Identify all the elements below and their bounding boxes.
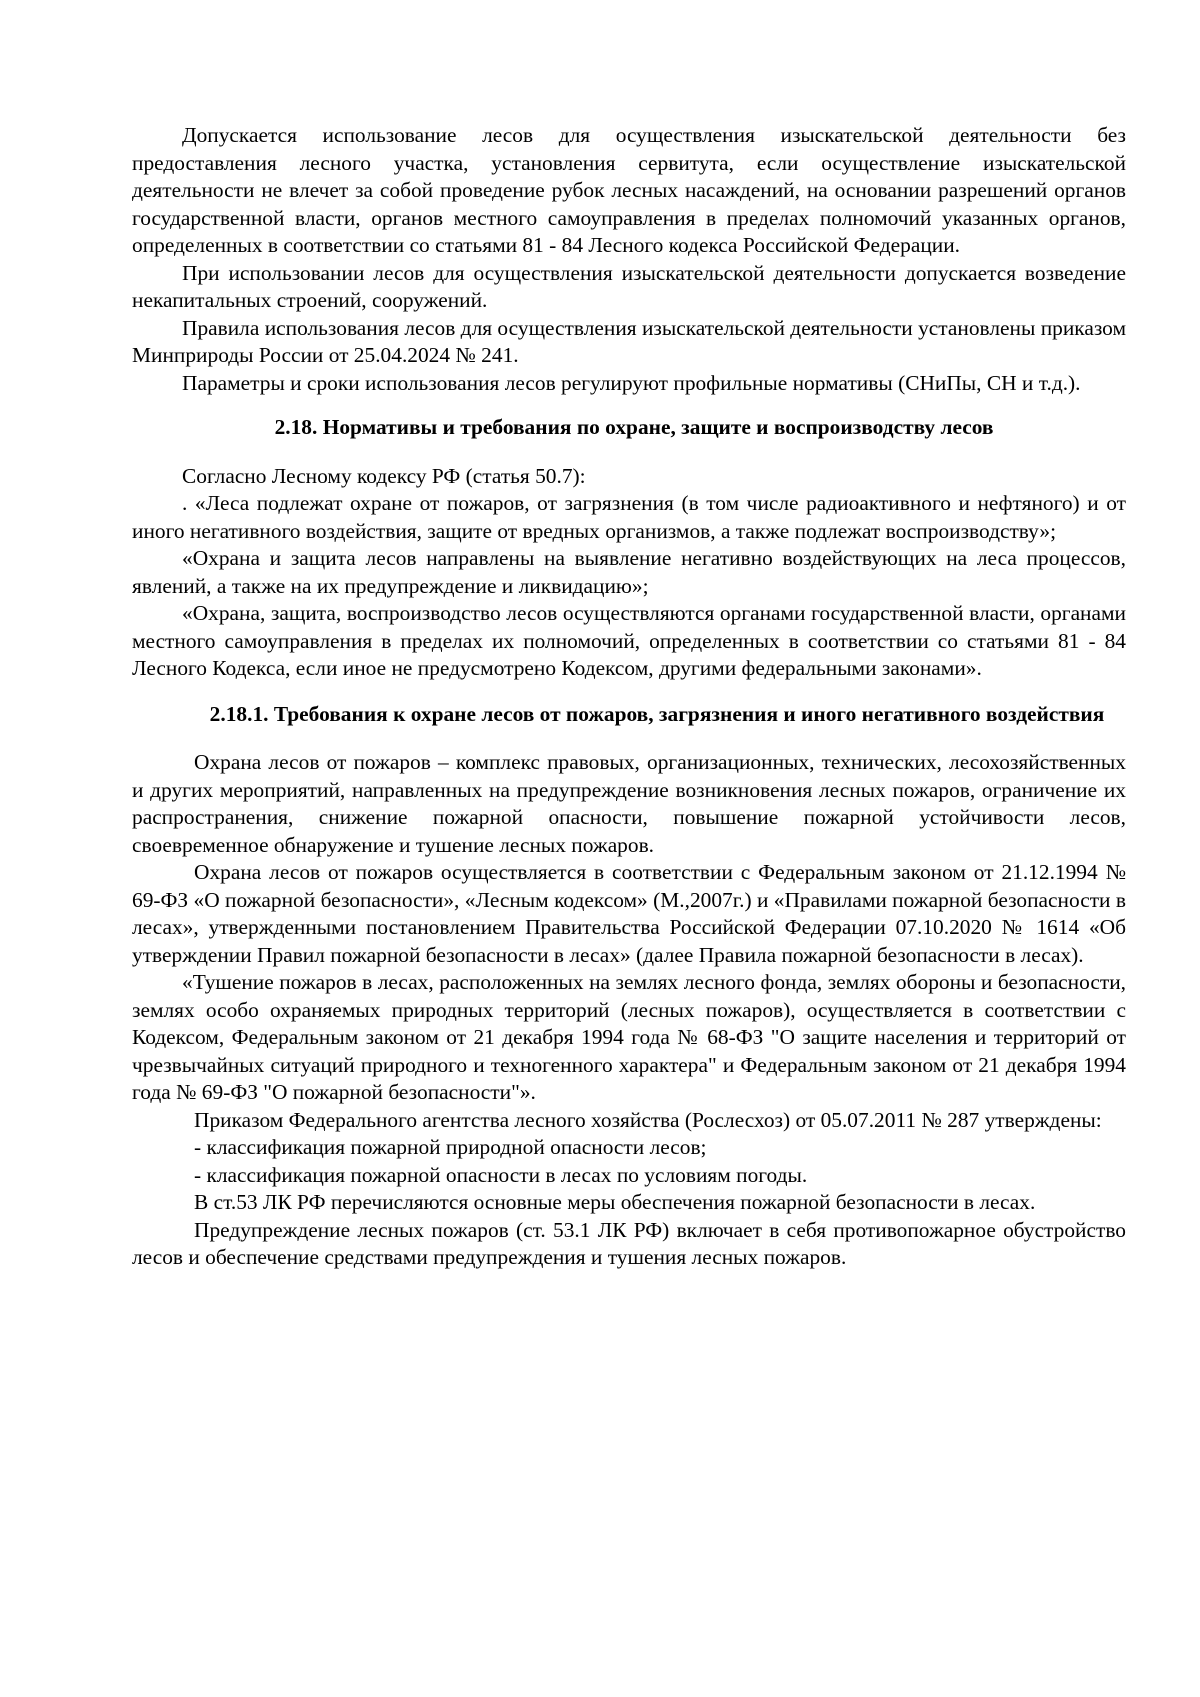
paragraph: Параметры и сроки использования лесов регулируют профильные нормативы (СНиПы, СН и т.д.). <box>182 370 1081 395</box>
paragraph: В ст.53 ЛК РФ перечисляются основные меры обеспечения пожарной безопасности в лесах. <box>194 1190 1036 1214</box>
paragraph: Охрана лесов от пожаров осуществляется в соответствии с Федеральным законом от 21.12.1994 № 69-ФЗ «О пожарной безопасности», «Лесным кодексом» (М.,2007г.) и «Правилами пожарной безопасности в лесах», утвержденными постановлением Правительства Российской Федерации 07.10.2020 № 1614 «Об утверждении Правил пожарной безопасности в лесах» (далее Правила пожарной безопасности в лесах). <box>132 860 1126 967</box>
list-item: - классификация пожарной природной опасности лесов; <box>194 1135 707 1159</box>
paragraph: Правила использования лесов для осуществления изыскательской деятельности установлены приказом Минприроды России от 25.04.2024 № 241. <box>132 315 1126 367</box>
paragraph: «Охрана и защита лесов направлены на выявление негативно воздействующих на леса процессов, явлений, а также на их предупреждение и ликвидацию»; <box>132 546 1126 598</box>
paragraph: «Тушение пожаров в лесах, расположенных на землях лесного фонда, землях обороны и безопасности, землях особо охраняемых природных территорий (лесных пожаров), осуществляется в соответствии с Кодексом, Федеральным законом от 21 декабря 1994 года № 68-ФЗ "О защите населения и территорий от чрезвычайных ситуаций природного и техногенного характера" и Федеральным законом от 21 декабря 1994 года № 69-ФЗ "О пожарной безопасности"». <box>132 970 1126 1104</box>
paragraph: . «Леса подлежат охране от пожаров, от загрязнения (в том числе радиоактивного и нефтяного) и от иного негативного воздействия, защите от вредных организмов, а также подлежат воспроизводству»; <box>132 491 1126 543</box>
section-heading: 2.18. Нормативы и требования по охране, защите и воспроизводству лесов <box>274 415 994 439</box>
paragraph: Согласно Лесному кодексу РФ (статья 50.7): <box>182 463 586 488</box>
document-page <box>132 122 1126 1272</box>
paragraph: Приказом Федерального агентства лесного хозяйства (Рослесхоз) от 05.07.2011 № 287 утверждены: <box>194 1107 1102 1132</box>
subsection-heading: 2.18.1. Требования к охране лесов от пожаров, загрязнения и иного негативного воздействия <box>209 701 1105 726</box>
paragraph: Охрана лесов от пожаров – комплекс правовых, организационных, технических, лесохозяйственных и других мероприятий, направленных на предупреждение возникновения лесных пожаров, ограничение их распространения, снижение пожарной опасности, повышение пожарной устойчивости лесов, своевременное обнаружение и тушение лесных пожаров. <box>132 750 1126 857</box>
paragraph: При использовании лесов для осуществления изыскательской деятельности допускается возведение некапитальных строений, сооружений. <box>132 260 1126 312</box>
paragraph: «Охрана, защита, воспроизводство лесов осуществляются органами государственной власти, органами местного самоуправления в пределах их полномочий, определенных в соответствии со статьями 81 - 84 Лесного Кодекса, если иное не предусмотрено Кодексом, другими федеральными законами». <box>132 601 1126 680</box>
paragraph: Предупреждение лесных пожаров (ст. 53.1 ЛК РФ) включает в себя противопожарное обустройство лесов и обеспечение средствами предупреждения и тушения лесных пожаров. <box>132 1217 1126 1269</box>
list-item: - классификация пожарной опасности в лесах по условиям погоды. <box>194 1162 808 1187</box>
paragraph: Допускается использование лесов для осуществления изыскательской деятельности без предоставления лесного участка, установления сервитута, если осуществление изыскательской деятельности не влечет за собой проведение рубок лесных насаждений, на основании разрешений органов государственной власти, органов местного самоуправления в пределах полномочий указанных органов, определенных в соответствии со статьями 81 - 84 Лесного кодекса Российской Федерации. <box>132 123 1126 257</box>
